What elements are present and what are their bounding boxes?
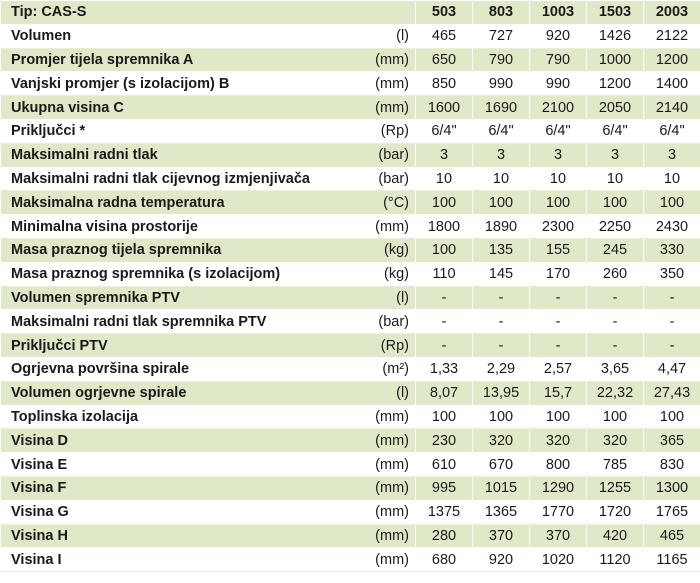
cell-value: - xyxy=(587,334,644,358)
cell-value: 2100 xyxy=(530,96,587,120)
cell-value: - xyxy=(644,310,700,334)
cell-value: - xyxy=(530,286,587,310)
cell-value: 1375 xyxy=(416,500,473,524)
table-row xyxy=(1,310,700,334)
cell-value: 100 xyxy=(530,405,587,429)
cell-value: 830 xyxy=(644,453,700,477)
cell-value: 22,32 xyxy=(587,381,644,405)
cell-value: 100 xyxy=(587,191,644,215)
cell-value: 3 xyxy=(416,143,473,167)
row-unit: (mm) xyxy=(318,405,416,429)
cell-value: 100 xyxy=(530,191,587,215)
row-label: Maksimalna radna temperatura xyxy=(1,191,318,215)
model-header: 1003 xyxy=(530,1,587,25)
cell-value: 100 xyxy=(644,405,700,429)
row-unit: (bar) xyxy=(318,167,416,191)
cell-value: 1600 xyxy=(416,96,473,120)
table-row xyxy=(1,429,700,453)
cell-value: 6/4" xyxy=(473,119,530,143)
model-header: 803 xyxy=(473,1,530,25)
cell-value: 995 xyxy=(416,476,473,500)
row-label: Volumen spremnika PTV xyxy=(1,286,318,310)
row-unit: (kg) xyxy=(318,238,416,262)
cell-value: 320 xyxy=(530,429,587,453)
row-label: Ogrjevna površina spirale xyxy=(1,357,318,381)
row-label: Maksimalni radni tlak xyxy=(1,143,318,167)
cell-value: 27,43 xyxy=(644,381,700,405)
cell-value: 1120 xyxy=(587,548,644,572)
table-row xyxy=(1,381,700,405)
row-unit: (bar) xyxy=(318,310,416,334)
row-label: Maksimalni radni tlak cijevnog izmjenjivača xyxy=(1,167,318,191)
row-label: Maksimalni radni tlak spremnika PTV xyxy=(1,310,318,334)
cell-value: 260 xyxy=(587,262,644,286)
cell-value: 6/4" xyxy=(587,119,644,143)
model-header: 2003 xyxy=(644,1,700,25)
cell-value: 1770 xyxy=(530,500,587,524)
cell-value: 670 xyxy=(473,453,530,477)
cell-value: 1200 xyxy=(587,72,644,96)
table-title: Tip: CAS-S xyxy=(1,1,318,25)
cell-value: 280 xyxy=(416,524,473,548)
row-label: Visina E xyxy=(1,453,318,477)
table-row xyxy=(1,262,700,286)
cell-value: 170 xyxy=(530,262,587,286)
cell-value: 2250 xyxy=(587,215,644,239)
row-unit: (l) xyxy=(318,286,416,310)
cell-value: 100 xyxy=(473,191,530,215)
cell-value: 350 xyxy=(644,262,700,286)
cell-value: 1890 xyxy=(473,215,530,239)
cell-value: 230 xyxy=(416,429,473,453)
row-unit: (mm) xyxy=(318,72,416,96)
table-body xyxy=(1,24,700,571)
cell-value: 1255 xyxy=(587,476,644,500)
table-row xyxy=(1,500,700,524)
cell-value: 100 xyxy=(473,405,530,429)
table-row xyxy=(1,96,700,120)
cell-value: 3 xyxy=(473,143,530,167)
cell-value: 320 xyxy=(473,429,530,453)
cell-value: 1400 xyxy=(644,72,700,96)
row-unit: (mm) xyxy=(318,48,416,72)
cell-value: 6/4" xyxy=(416,119,473,143)
cell-value: - xyxy=(530,334,587,358)
row-label: Masa praznog tijela spremnika xyxy=(1,238,318,262)
cell-value: 727 xyxy=(473,24,530,48)
cell-value: 370 xyxy=(473,524,530,548)
row-label: Visina D xyxy=(1,429,318,453)
cell-value: 10 xyxy=(416,167,473,191)
table-row xyxy=(1,334,700,358)
table-row xyxy=(1,548,700,572)
cell-value: 2430 xyxy=(644,215,700,239)
unit-column-header xyxy=(318,1,416,25)
table-row xyxy=(1,476,700,500)
row-unit: (mm) xyxy=(318,500,416,524)
row-unit: (mm) xyxy=(318,548,416,572)
cell-value: 2140 xyxy=(644,96,700,120)
cell-value: 465 xyxy=(644,524,700,548)
row-unit: (mm) xyxy=(318,215,416,239)
cell-value: 2050 xyxy=(587,96,644,120)
cell-value: 330 xyxy=(644,238,700,262)
cell-value: 3,65 xyxy=(587,357,644,381)
table-row xyxy=(1,167,700,191)
cell-value: 2,29 xyxy=(473,357,530,381)
cell-value: 790 xyxy=(473,48,530,72)
row-label: Vanjski promjer (s izolacijom) B xyxy=(1,72,318,96)
cell-value: 100 xyxy=(416,238,473,262)
table-row xyxy=(1,24,700,48)
row-unit: (mm) xyxy=(318,429,416,453)
row-unit: (mm) xyxy=(318,476,416,500)
cell-value: 990 xyxy=(530,72,587,96)
cell-value: 6/4" xyxy=(644,119,700,143)
row-unit: (kg) xyxy=(318,262,416,286)
cell-value: 1200 xyxy=(644,48,700,72)
row-label: Ukupna visina C xyxy=(1,96,318,120)
cell-value: 100 xyxy=(644,191,700,215)
cell-value: 1300 xyxy=(644,476,700,500)
cell-value: 1765 xyxy=(644,500,700,524)
table-row xyxy=(1,238,700,262)
row-label: Promjer tijela spremnika A xyxy=(1,48,318,72)
cell-value: 850 xyxy=(416,72,473,96)
cell-value: 920 xyxy=(473,548,530,572)
model-header: 1503 xyxy=(587,1,644,25)
cell-value: 610 xyxy=(416,453,473,477)
cell-value: 1690 xyxy=(473,96,530,120)
cell-value: 420 xyxy=(587,524,644,548)
cell-value: - xyxy=(473,334,530,358)
cell-value: 4,47 xyxy=(644,357,700,381)
cell-value: 110 xyxy=(416,262,473,286)
cell-value: 15,7 xyxy=(530,381,587,405)
row-unit: (°C) xyxy=(318,191,416,215)
table-row xyxy=(1,143,700,167)
row-unit: (l) xyxy=(318,24,416,48)
cell-value: 365 xyxy=(644,429,700,453)
cell-value: 245 xyxy=(587,238,644,262)
row-unit: (m²) xyxy=(318,357,416,381)
table-row xyxy=(1,524,700,548)
row-label: Priključci * xyxy=(1,119,318,143)
cell-value: 3 xyxy=(587,143,644,167)
row-label: Visina G xyxy=(1,500,318,524)
cell-value: 2300 xyxy=(530,215,587,239)
row-unit: (Rp) xyxy=(318,334,416,358)
cell-value: - xyxy=(530,310,587,334)
table-header-row xyxy=(1,1,700,25)
cell-value: 1290 xyxy=(530,476,587,500)
cell-value: - xyxy=(416,334,473,358)
cell-value: 650 xyxy=(416,48,473,72)
cell-value: 800 xyxy=(530,453,587,477)
table-row xyxy=(1,215,700,239)
cell-value: 100 xyxy=(416,191,473,215)
cell-value: 8,07 xyxy=(416,381,473,405)
row-label: Volumen xyxy=(1,24,318,48)
cell-value: 10 xyxy=(530,167,587,191)
cell-value: - xyxy=(416,310,473,334)
cell-value: 1720 xyxy=(587,500,644,524)
table-row xyxy=(1,357,700,381)
cell-value: - xyxy=(473,310,530,334)
row-unit: (Rp) xyxy=(318,119,416,143)
cell-value: - xyxy=(587,286,644,310)
cell-value: 1,33 xyxy=(416,357,473,381)
cell-value: - xyxy=(416,286,473,310)
cell-value: 465 xyxy=(416,24,473,48)
row-label: Visina F xyxy=(1,476,318,500)
table-row xyxy=(1,119,700,143)
cell-value: 2122 xyxy=(644,24,700,48)
cell-value: 370 xyxy=(530,524,587,548)
cell-value: 1800 xyxy=(416,215,473,239)
model-header: 503 xyxy=(416,1,473,25)
row-unit: (mm) xyxy=(318,453,416,477)
cell-value: - xyxy=(587,310,644,334)
row-label: Toplinska izolacija xyxy=(1,405,318,429)
row-label: Visina H xyxy=(1,524,318,548)
row-unit: (mm) xyxy=(318,96,416,120)
cell-value: 990 xyxy=(473,72,530,96)
cell-value: 1165 xyxy=(644,548,700,572)
row-unit: (mm) xyxy=(318,524,416,548)
cell-value: 680 xyxy=(416,548,473,572)
table-row xyxy=(1,72,700,96)
cell-value: 10 xyxy=(587,167,644,191)
cell-value: - xyxy=(644,334,700,358)
row-label: Minimalna visina prostorije xyxy=(1,215,318,239)
cell-value: 13,95 xyxy=(473,381,530,405)
cell-value: 10 xyxy=(644,167,700,191)
row-unit: (bar) xyxy=(318,143,416,167)
cell-value: 920 xyxy=(530,24,587,48)
table-row xyxy=(1,191,700,215)
cell-value: 790 xyxy=(530,48,587,72)
row-label: Masa praznog spremnika (s izolacijom) xyxy=(1,262,318,286)
cell-value: 1365 xyxy=(473,500,530,524)
cell-value: 1000 xyxy=(587,48,644,72)
cell-value: 100 xyxy=(587,405,644,429)
cell-value: 3 xyxy=(530,143,587,167)
cell-value: 3 xyxy=(644,143,700,167)
cell-value: 785 xyxy=(587,453,644,477)
cell-value: - xyxy=(473,286,530,310)
cell-value: 1015 xyxy=(473,476,530,500)
cell-value: 145 xyxy=(473,262,530,286)
table-row xyxy=(1,286,700,310)
row-unit: (l) xyxy=(318,381,416,405)
cell-value: 10 xyxy=(473,167,530,191)
cell-value: 1020 xyxy=(530,548,587,572)
cell-value: 135 xyxy=(473,238,530,262)
cell-value: 320 xyxy=(587,429,644,453)
table-row xyxy=(1,453,700,477)
cell-value: 100 xyxy=(416,405,473,429)
cell-value: 155 xyxy=(530,238,587,262)
table-row xyxy=(1,405,700,429)
row-label: Volumen ogrjevne spirale xyxy=(1,381,318,405)
cell-value: 6/4" xyxy=(530,119,587,143)
cell-value: - xyxy=(644,286,700,310)
cell-value: 2,57 xyxy=(530,357,587,381)
table-row xyxy=(1,48,700,72)
row-label: Priključci PTV xyxy=(1,334,318,358)
cell-value: 1426 xyxy=(587,24,644,48)
row-label: Visina I xyxy=(1,548,318,572)
